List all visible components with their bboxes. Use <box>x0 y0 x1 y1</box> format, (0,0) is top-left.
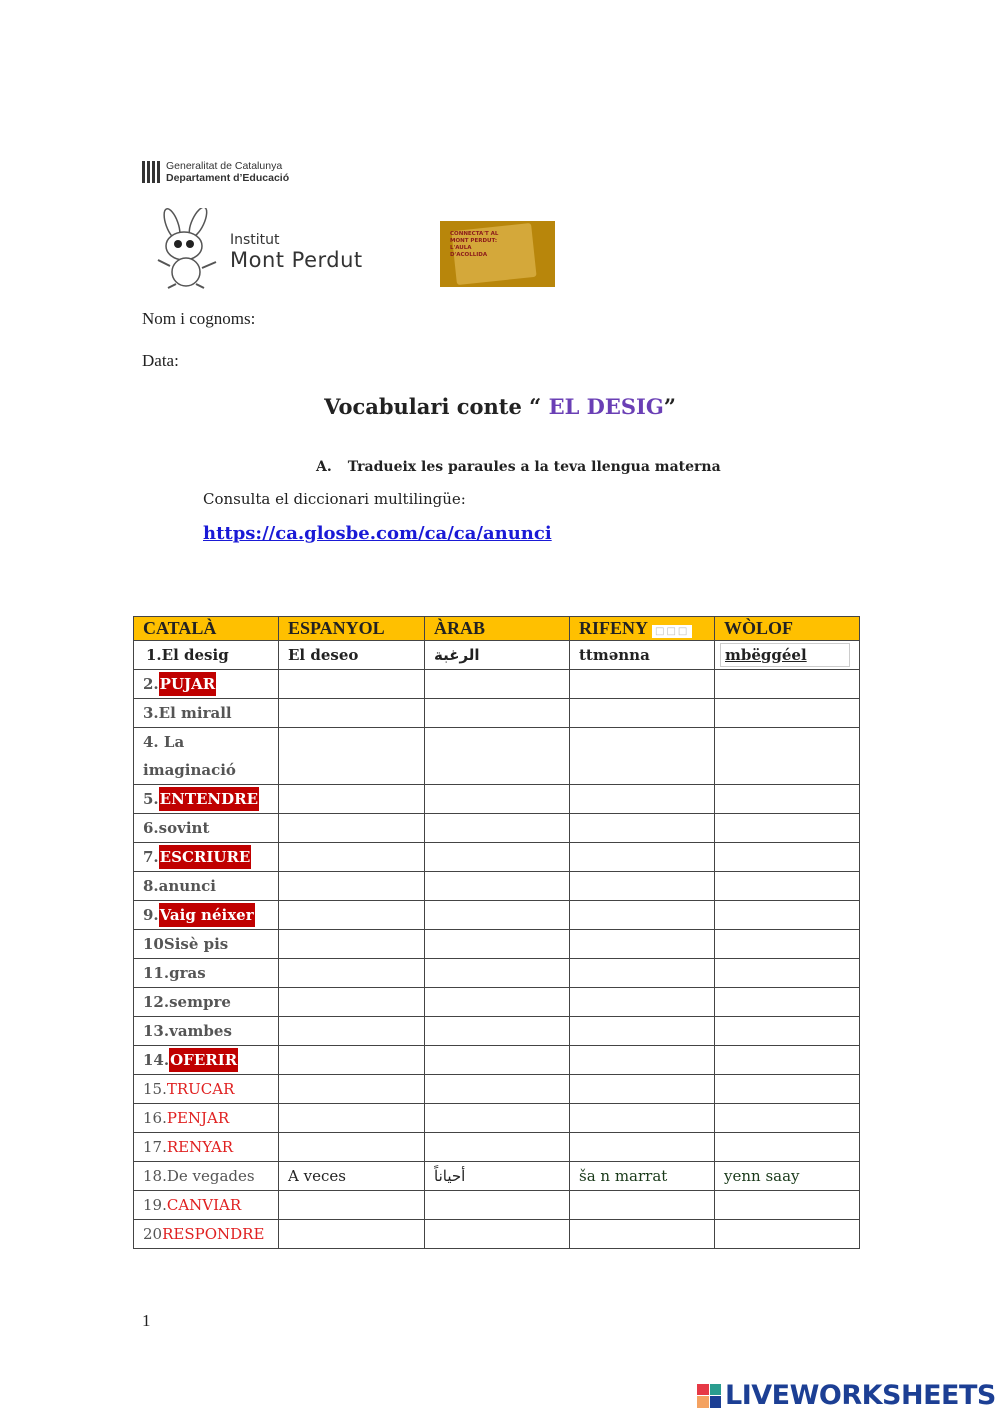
cell-catala <box>134 814 279 843</box>
cell-espanyol[interactable]: A veces <box>279 1162 425 1191</box>
table-row <box>134 872 860 901</box>
table-row <box>134 1133 860 1162</box>
cell-catala <box>134 1162 279 1191</box>
word-number: 12. <box>143 993 170 1011</box>
cell-wolof[interactable] <box>715 728 860 785</box>
cell-espanyol[interactable] <box>279 988 425 1017</box>
cell-arab[interactable] <box>425 930 570 959</box>
word-catala: gras <box>169 964 206 982</box>
cell-catala <box>134 872 279 901</box>
cell-espanyol[interactable] <box>279 901 425 930</box>
word-catala: El mirall <box>158 704 232 722</box>
word-catala: CANVIAR <box>166 1196 242 1214</box>
cell-wolof[interactable] <box>715 930 860 959</box>
cell-wolof[interactable] <box>715 988 860 1017</box>
cell-rifeny[interactable]: ša n marrat <box>570 1162 715 1191</box>
word-catala: OFERIR <box>169 1048 238 1072</box>
word-number: 7. <box>143 848 159 866</box>
gencat-emblem-icon <box>142 161 160 183</box>
cell-wolof[interactable] <box>715 1191 860 1220</box>
word-catala: ESCRIURE <box>159 845 252 869</box>
cell-catala <box>134 988 279 1017</box>
cell-arab[interactable] <box>425 872 570 901</box>
cell-rifeny[interactable] <box>570 988 715 1017</box>
cell-wolof[interactable]: yenn saay <box>715 1162 860 1191</box>
cell-espanyol[interactable] <box>279 1046 425 1075</box>
cell-arab[interactable] <box>425 1220 570 1249</box>
cell-rifeny[interactable] <box>570 1075 715 1104</box>
word-number: 3. <box>143 704 159 722</box>
header-catala: CATALÀ <box>134 617 279 641</box>
word-catala: La imaginació <box>143 733 236 779</box>
header-wolof: WÒLOF <box>715 617 860 641</box>
word-wolof: mbëggéel <box>725 646 807 664</box>
word-catala: RESPONDRE <box>162 1225 265 1243</box>
cell-rifeny[interactable] <box>570 785 715 814</box>
cell-catala <box>134 641 279 670</box>
word-number: 5. <box>143 790 159 808</box>
cell-wolof[interactable] <box>715 1017 860 1046</box>
cell-espanyol[interactable] <box>279 843 425 872</box>
institut-logo <box>150 208 380 290</box>
table-row <box>134 901 860 930</box>
poster-text: CONNECTA'T AL MONT PERDUT: L'AULA D'ACOLLIDA <box>450 231 499 258</box>
word-number: 4. <box>143 733 164 751</box>
cell-wolof[interactable] <box>715 1133 860 1162</box>
cell-arab[interactable] <box>425 959 570 988</box>
cell-wolof[interactable] <box>715 1104 860 1133</box>
cell-catala <box>134 670 279 699</box>
cell-wolof[interactable] <box>715 1046 860 1075</box>
cell-espanyol[interactable] <box>279 1017 425 1046</box>
cell-arab[interactable] <box>425 1017 570 1046</box>
table-row <box>134 1191 860 1220</box>
cell-arab[interactable] <box>425 901 570 930</box>
cell-wolof[interactable] <box>715 843 860 872</box>
cell-arab[interactable] <box>425 988 570 1017</box>
word-number: 15. <box>143 1080 167 1098</box>
cell-wolof[interactable] <box>715 670 860 699</box>
table-row <box>134 670 860 699</box>
table-header-row <box>134 617 860 641</box>
word-catala: TRUCAR <box>166 1080 235 1098</box>
aula-acollida-poster <box>440 221 555 287</box>
dictionary-link[interactable]: https://ca.glosbe.com/ca/ca/anunci <box>203 523 552 544</box>
task-number: A. <box>316 459 332 475</box>
table-row <box>134 1046 860 1075</box>
table-row <box>134 930 860 959</box>
cell-espanyol[interactable] <box>279 1191 425 1220</box>
cell-arab[interactable]: أحياناً <box>425 1162 570 1191</box>
cell-arab[interactable] <box>425 728 570 785</box>
header-rifeny-label: RIFENY <box>579 618 649 638</box>
cell-rifeny[interactable] <box>570 1220 715 1249</box>
cell-arab[interactable] <box>425 1191 570 1220</box>
word-catala: RENYAR <box>166 1138 234 1156</box>
cell-wolof[interactable] <box>715 959 860 988</box>
cell-espanyol[interactable] <box>279 728 425 785</box>
cell-espanyol[interactable] <box>279 930 425 959</box>
cell-catala <box>134 1075 279 1104</box>
word-catala: De vegades <box>166 1167 255 1185</box>
cell-rifeny[interactable] <box>570 1191 715 1220</box>
title-suffix: ” <box>663 394 676 419</box>
vocabulary-table <box>133 616 860 1249</box>
name-label: Nom i cognoms: <box>142 309 256 328</box>
table-row <box>134 843 860 872</box>
title-prefix: Vocabulari conte “ <box>324 394 549 419</box>
word-number: 11. <box>143 964 170 982</box>
cell-rifeny[interactable]: ttmənna <box>570 641 715 670</box>
gencat-logo <box>142 160 289 184</box>
header-rifeny <box>570 617 715 641</box>
cell-rifeny[interactable] <box>570 814 715 843</box>
cell-rifeny[interactable] <box>570 901 715 930</box>
task-instruction <box>316 459 721 475</box>
table-row <box>134 814 860 843</box>
page-number: 1 <box>142 1311 151 1330</box>
word-number: 13. <box>143 1022 170 1040</box>
cell-rifeny[interactable] <box>570 728 715 785</box>
cell-rifeny[interactable] <box>570 670 715 699</box>
cell-catala <box>134 1104 279 1133</box>
cell-catala <box>134 1220 279 1249</box>
word-number: 18. <box>143 1167 167 1185</box>
cell-espanyol[interactable] <box>279 1220 425 1249</box>
institut-line2: Mont Perdut <box>230 248 363 272</box>
cell-catala <box>134 728 279 785</box>
word-catala: PUJAR <box>159 672 217 696</box>
cell-arab[interactable] <box>425 1133 570 1162</box>
cell-arab[interactable] <box>425 843 570 872</box>
word-catala: vambes <box>169 1022 232 1040</box>
liveworksheets-logo <box>697 1380 996 1411</box>
cell-arab[interactable] <box>425 699 570 728</box>
word-number: 9. <box>143 906 159 924</box>
word-number: 2. <box>143 675 159 693</box>
word-catala: sempre <box>169 993 231 1011</box>
cell-rifeny[interactable] <box>570 843 715 872</box>
cell-catala <box>134 959 279 988</box>
gencat-line2: Departament d’Educació <box>166 172 290 184</box>
word-number: 6. <box>143 819 159 837</box>
cell-espanyol[interactable] <box>279 699 425 728</box>
table-row <box>134 728 860 785</box>
cell-arab[interactable] <box>425 785 570 814</box>
table-row <box>134 988 860 1017</box>
cell-espanyol[interactable] <box>279 814 425 843</box>
word-catala: anunci <box>158 877 216 895</box>
cell-rifeny[interactable] <box>570 1133 715 1162</box>
cell-wolof[interactable] <box>715 814 860 843</box>
cell-wolof[interactable] <box>715 699 860 728</box>
cell-espanyol[interactable] <box>279 1075 425 1104</box>
cell-catala <box>134 843 279 872</box>
cell-rifeny[interactable] <box>570 1104 715 1133</box>
rabbit-mascot-icon <box>150 208 225 290</box>
word-number: 16. <box>143 1109 167 1127</box>
word-number: 10 <box>143 935 164 953</box>
cell-rifeny[interactable] <box>570 959 715 988</box>
word-catala: Vaig néixer <box>159 903 255 927</box>
cell-espanyol[interactable] <box>279 1104 425 1133</box>
table-row <box>134 1220 860 1249</box>
cell-wolof[interactable] <box>715 641 860 670</box>
header-rifeny-boxes: □□□ <box>652 625 692 638</box>
cell-rifeny[interactable] <box>570 1017 715 1046</box>
header-espanyol: ESPANYOL <box>279 617 425 641</box>
table-row <box>134 959 860 988</box>
cell-arab[interactable]: الرغبة <box>425 641 570 670</box>
table-row <box>134 1104 860 1133</box>
table-row <box>134 1075 860 1104</box>
cell-catala <box>134 1133 279 1162</box>
word-catala: PENJAR <box>166 1109 230 1127</box>
cell-wolof[interactable] <box>715 872 860 901</box>
cell-espanyol[interactable] <box>279 785 425 814</box>
cell-espanyol[interactable] <box>279 1133 425 1162</box>
cell-wolof[interactable] <box>715 1075 860 1104</box>
task-text: Tradueix les paraules a la teva llengua materna <box>347 459 721 475</box>
institut-line1: Institut <box>230 232 280 248</box>
cell-arab[interactable] <box>425 814 570 843</box>
cell-wolof[interactable] <box>715 785 860 814</box>
cell-catala <box>134 785 279 814</box>
cell-catala <box>134 1017 279 1046</box>
date-label: Data: <box>142 351 179 370</box>
liveworksheets-icon <box>697 1384 721 1408</box>
word-number: 20 <box>143 1225 163 1243</box>
page-title <box>0 394 1000 419</box>
cell-rifeny[interactable] <box>570 930 715 959</box>
cell-rifeny[interactable] <box>570 699 715 728</box>
word-number: 14. <box>143 1051 170 1069</box>
table-row <box>134 1162 860 1191</box>
table-row <box>134 699 860 728</box>
word-number: 8. <box>143 877 159 895</box>
cell-catala <box>134 1046 279 1075</box>
cell-wolof[interactable] <box>715 1220 860 1249</box>
word-number: 17. <box>143 1138 167 1156</box>
cell-espanyol[interactable] <box>279 872 425 901</box>
cell-catala <box>134 930 279 959</box>
cell-rifeny[interactable] <box>570 1046 715 1075</box>
table-row <box>134 785 860 814</box>
word-catala: Sisè pis <box>163 935 229 953</box>
word-catala: 1.El desig <box>146 646 229 664</box>
table-row <box>134 641 860 670</box>
gencat-line1: Generalitat de Catalunya <box>166 160 283 172</box>
consult-text: Consulta el diccionari multilingüe: <box>203 490 466 508</box>
cell-rifeny[interactable] <box>570 872 715 901</box>
cell-wolof[interactable] <box>715 901 860 930</box>
cell-arab[interactable] <box>425 670 570 699</box>
table-row <box>134 1017 860 1046</box>
title-accent: EL DESIG <box>548 394 664 419</box>
word-number: 19. <box>143 1196 167 1214</box>
word-catala: ENTENDRE <box>159 787 259 811</box>
cell-arab[interactable] <box>425 1046 570 1075</box>
cell-espanyol[interactable] <box>279 670 425 699</box>
header-arab: ÀRAB <box>425 617 570 641</box>
cell-catala <box>134 699 279 728</box>
cell-espanyol[interactable] <box>279 959 425 988</box>
cell-espanyol[interactable]: El deseo <box>279 641 425 670</box>
cell-arab[interactable] <box>425 1075 570 1104</box>
liveworksheets-brand: LIVEWORKSHEETS <box>725 1380 996 1411</box>
cell-catala <box>134 901 279 930</box>
word-catala: sovint <box>158 819 210 837</box>
cell-catala <box>134 1191 279 1220</box>
cell-arab[interactable] <box>425 1104 570 1133</box>
